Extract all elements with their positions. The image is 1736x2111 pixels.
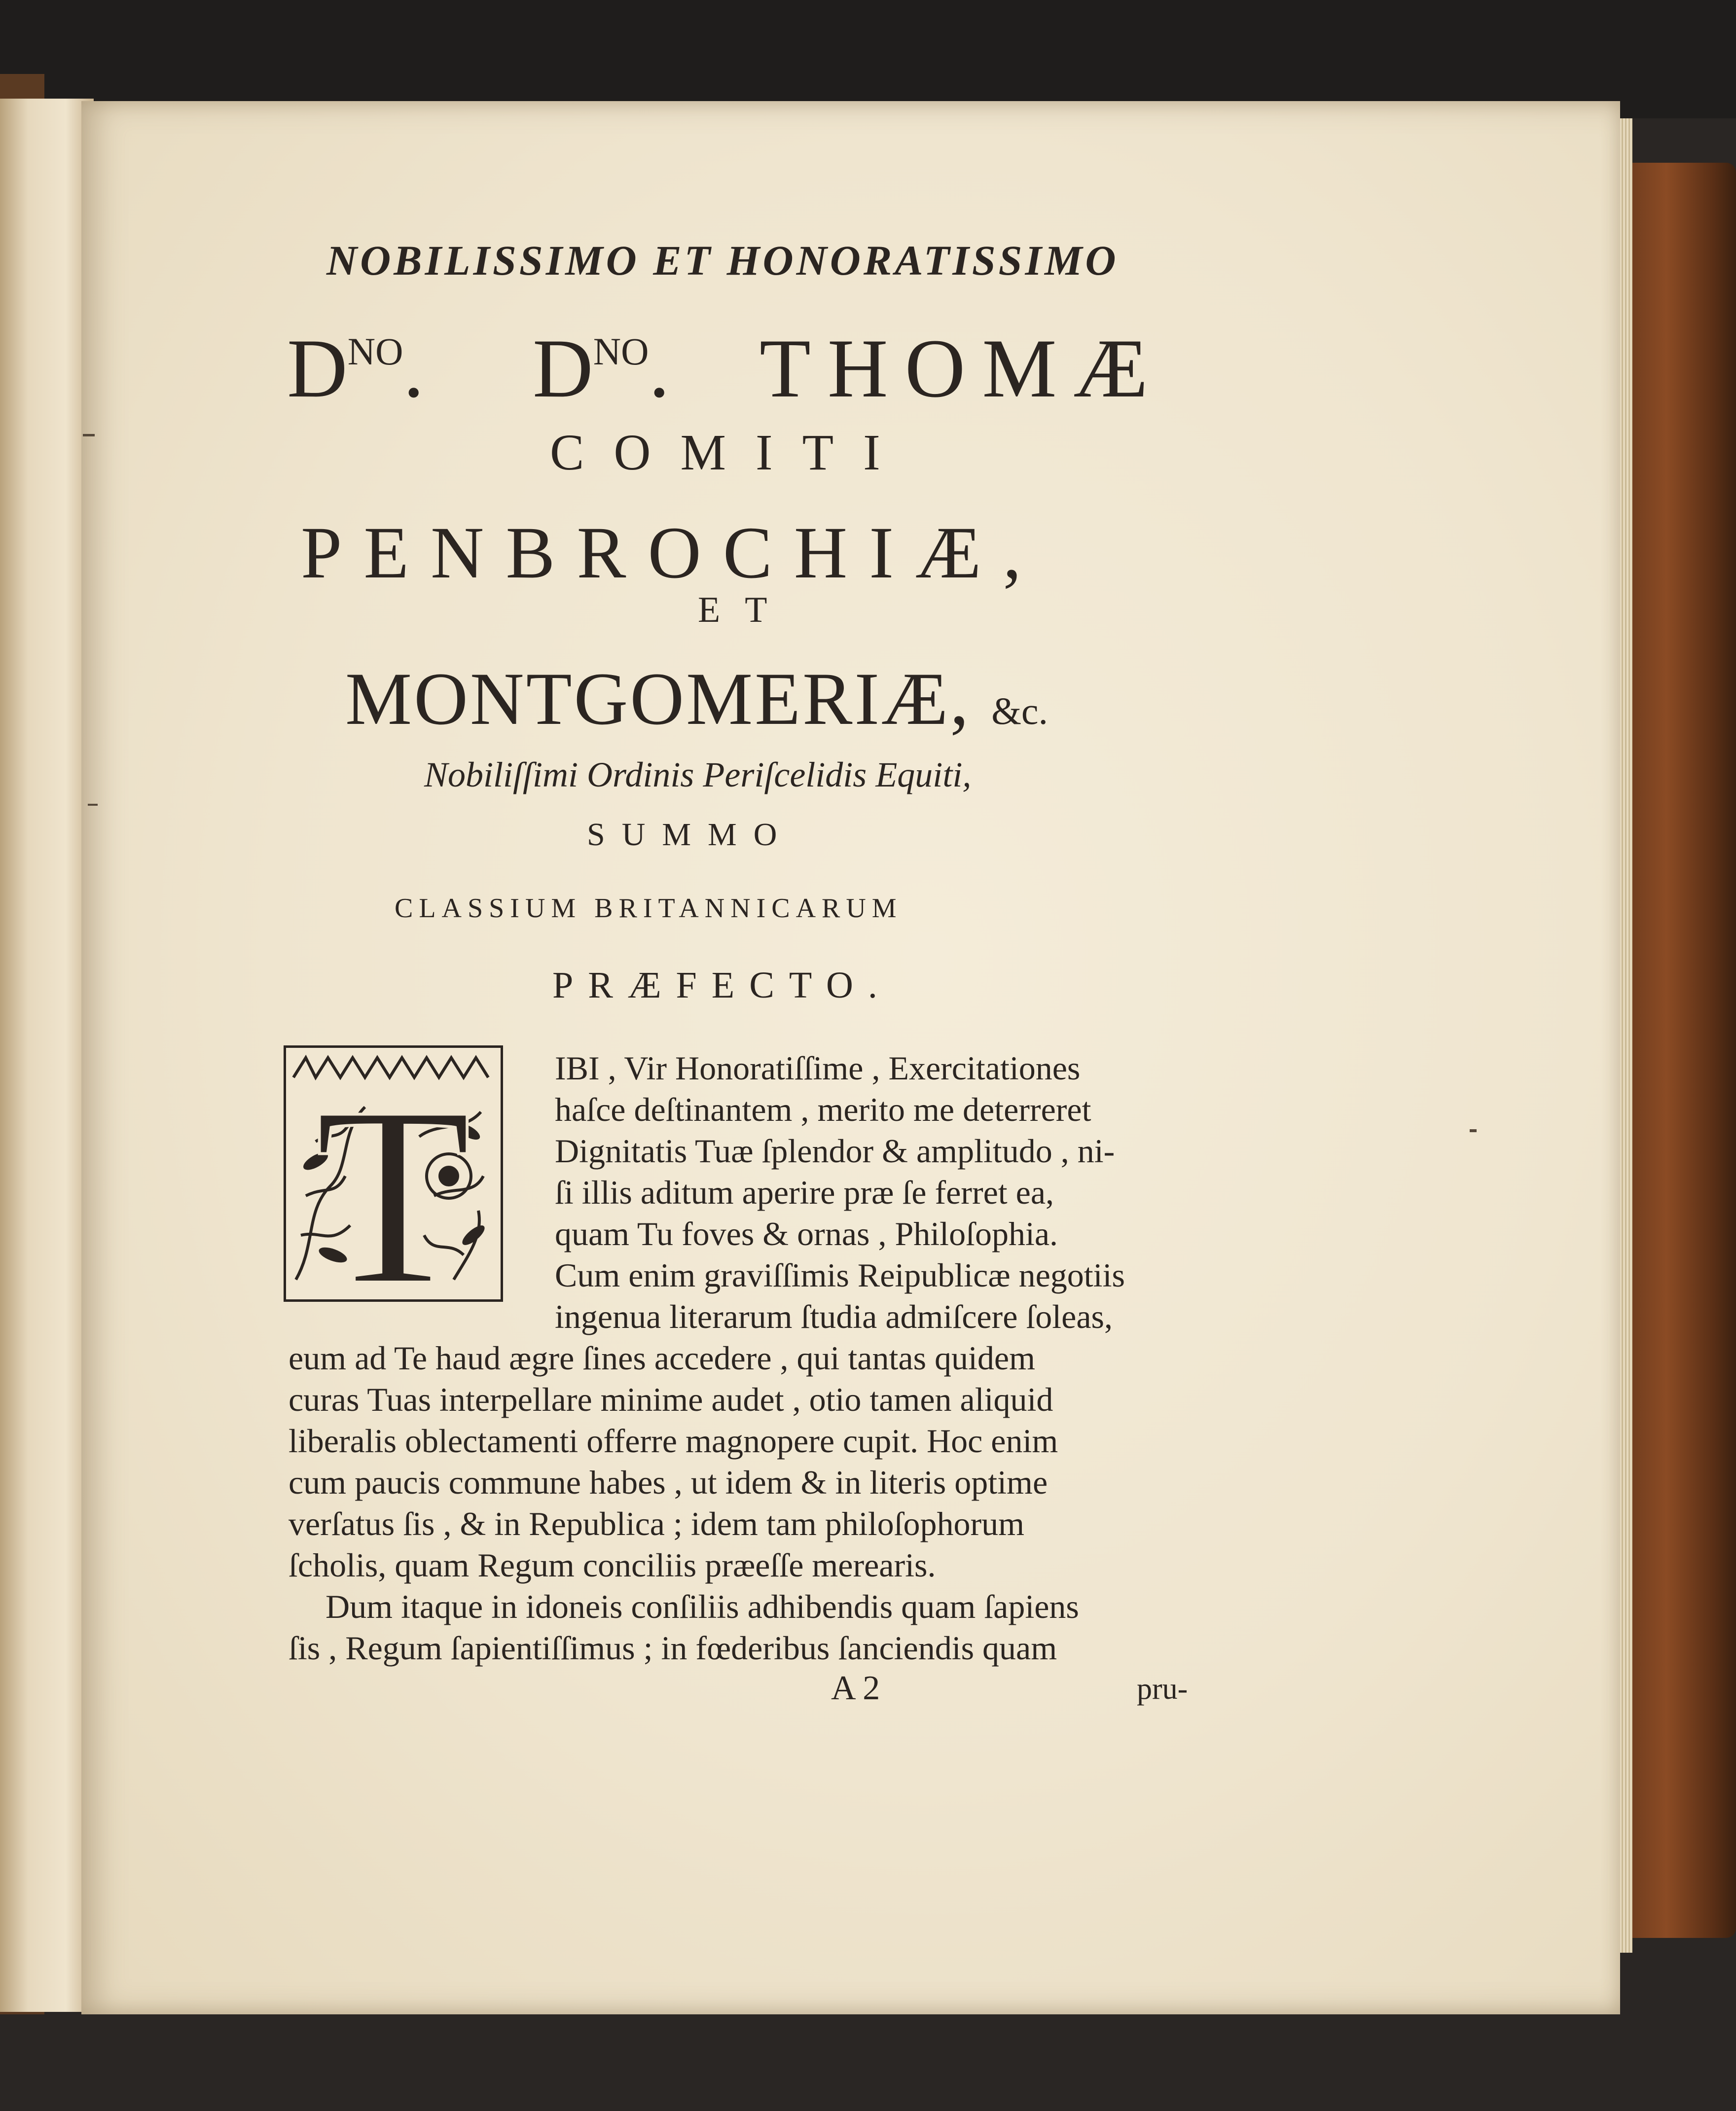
text-line: Dignitatis Tuæ ſplendor & amplitudo , ni- xyxy=(555,1132,1115,1170)
text-line: ſis , Regum ſapientiſſimus ; in fœderibus ſanciendis quam xyxy=(289,1629,1057,1667)
margin-mark xyxy=(88,804,98,806)
text-line: ſi illis aditum aperire præ ſe ferret ea, xyxy=(555,1174,1054,1211)
margin-mark xyxy=(1470,1129,1477,1132)
right-cover xyxy=(1620,163,1736,1938)
catchword: pru- xyxy=(1137,1672,1188,1706)
text-line: cum paucis commune habes , ut idem & in literis optime xyxy=(289,1464,1048,1501)
text-line: ſcholis, quam Regum conciliis præeſſe merearis. xyxy=(289,1546,936,1584)
text-line: Dum itaque in idoneis conſiliis adhibendis quam ſapiens xyxy=(326,1588,1079,1625)
dedication-line-1: NOBILISSIMO ET HONORATISSIMO xyxy=(326,237,1119,284)
text-line: eum ad Te haud ægre ſines accedere , qui tantas quidem xyxy=(289,1339,1035,1377)
margin-mark xyxy=(83,434,95,436)
dno-abbrev-2: $D^{NO}$. xyxy=(533,322,670,415)
text-line: liberalis oblectamenti offerre magnopere cupit. Hoc enim xyxy=(289,1422,1058,1460)
title-comiti: COMITI xyxy=(550,424,910,481)
text-line: haſce deſtinantem , merito me deterreret xyxy=(555,1091,1091,1128)
title-classium: CLASSIUM BRITANNICARUM xyxy=(395,893,903,924)
text-line: quam Tu foves & ornas , Philoſophia. xyxy=(555,1215,1058,1252)
text-line: curas Tuas interpellare minime audet , otio tamen aliquid xyxy=(289,1381,1053,1418)
initial-letter: T xyxy=(315,1054,471,1299)
background-bottom xyxy=(0,2014,1736,2111)
text-line: verſatus ſis , & in Republica ; idem tam philoſophorum xyxy=(289,1505,1025,1542)
title-summo: SUMMO xyxy=(587,817,794,853)
background-top xyxy=(0,0,1736,118)
signature-mark: A 2 xyxy=(831,1669,880,1707)
floral-ornament-icon xyxy=(286,1048,501,1299)
dno-abbrev-1: $D^{NO}$. xyxy=(287,322,424,415)
title-praefecto: PRÆFECTO. xyxy=(552,965,892,1006)
name-thomae: THOMÆ xyxy=(760,322,1165,415)
title-montgomeriae: MONTGOMERIÆ, &c. xyxy=(345,657,1049,740)
text-line: Cum enim graviſſimis Reipublicæ negotiis xyxy=(555,1256,1125,1294)
left-page-edge xyxy=(0,99,94,2012)
decorated-initial xyxy=(284,1045,503,1302)
conjunction-et: ET xyxy=(698,590,792,630)
text-line: ingenua literarum ſtudia admiſcere ſoleas, xyxy=(555,1298,1113,1335)
title-penbrochiae: PENBROCHIÆ, xyxy=(301,512,1043,594)
order-of-garter: Nobiliſſimi Ordinis Periſcelidis Equiti, xyxy=(424,755,972,794)
text-line: IBI , Vir Honoratiſſime , Exercitationes xyxy=(555,1049,1081,1087)
